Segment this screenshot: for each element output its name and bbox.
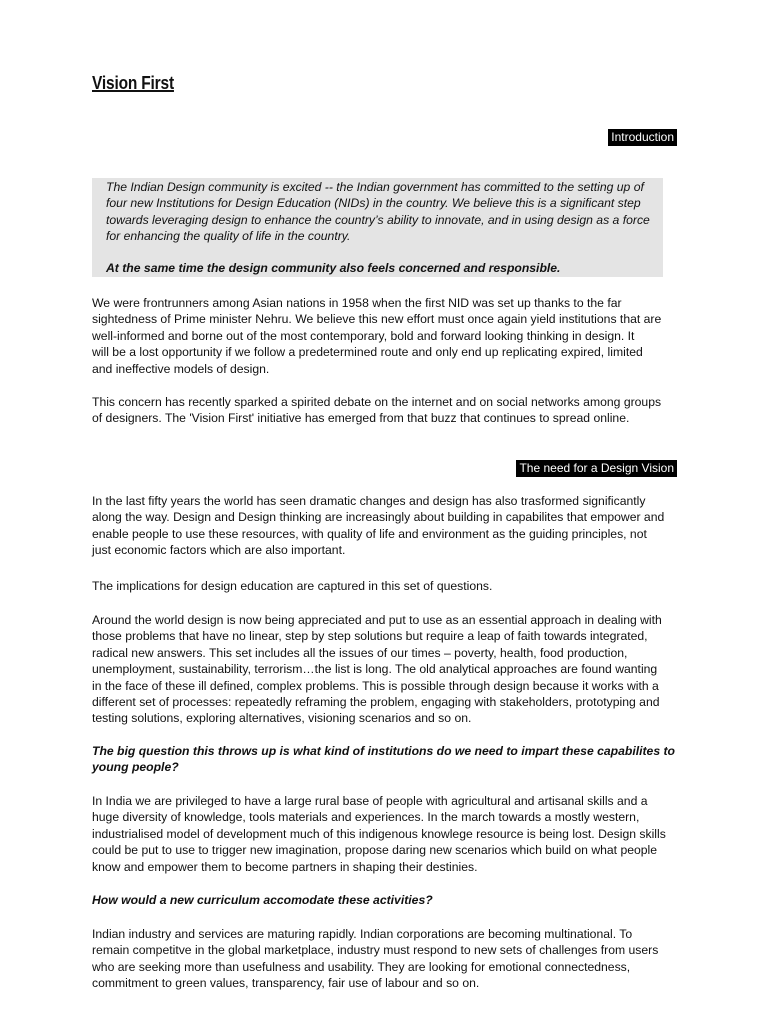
paragraph-industry (92, 926, 687, 992)
text-line: along the way. Design and Design thinking are increasingly about building in capabilites that empower and (92, 510, 665, 525)
text-line: How would a new curriculum accomodate these activities? (92, 893, 433, 907)
section-heading-introduction: Introduction (608, 129, 677, 146)
text-line: well-informed and borne out of the most contemporary, bold and forward looking thinking in design. It (92, 328, 635, 343)
text-line: Around the world design is now being appreciated and put to use as an essential approach in dealing with (92, 613, 662, 627)
text-line: huge diversity of knowledge, tools materials and experiences. In the march towards a mostly western, (92, 810, 640, 825)
text-line: different set of processes: repeatedly reframing the problem, engaging with stakeholders, prototyping and (92, 695, 660, 710)
text-line: in the face of these ill defined, complex problems. This is possible through design because it works with a (92, 678, 659, 693)
text-line: Indian industry and services are maturing rapidly. Indian corporations are becoming multinational. To (92, 927, 633, 941)
text-line: know and empower them to become partners in shaping their destinies. (92, 859, 478, 874)
text-line: commitment to green values, transparency, fair use of labour and so on. (92, 976, 480, 991)
paragraph-debate (92, 394, 687, 427)
paragraph-implications (92, 578, 687, 594)
text-line: enable people to use these resources, with quality of life and environment as the guiding principles, not (92, 526, 647, 541)
text-line: The big question this throws up is what kind of institutions do we need to impart these capabilites to (92, 744, 676, 758)
text-line: In the last fifty years the world has seen dramatic changes and design has also trasformed significantly (92, 494, 646, 508)
page-title: Vision First (92, 73, 174, 93)
intro-callout (92, 178, 663, 277)
text-line: just economic factors which are also important. (92, 543, 346, 558)
text-line: and ineffective models of design. (92, 361, 270, 376)
callout-line: The Indian Design community is excited -- the Indian government has committed to the setting up of (106, 180, 644, 194)
paragraph-history (92, 295, 687, 377)
text-line: unemployment, sustainability, terrorism…the list is long. The old analytical approaches are found wanting (92, 662, 658, 677)
text-line: young people? (92, 760, 179, 775)
text-line: who are seeking more than usefulness and usability. They are looking for emotional connectedness, (92, 959, 631, 974)
text-line: In India we are privileged to have a large rural base of people with agricultural and artisanal skills and a (92, 794, 648, 808)
callout-line: four new Institutions for Design Education (NIDs) in the country. We believe this is a significant step (106, 196, 641, 211)
text-line: This concern has recently sparked a spirited debate on the internet and on social networks among groups (92, 395, 662, 409)
callout-text (106, 179, 655, 245)
paragraph-india-rural (92, 793, 687, 875)
text-line: industrialised model of development much of this indigenous knowlege resource is being lost. Design skills (92, 826, 666, 841)
paragraph-world-design (92, 612, 687, 727)
text-line: of designers. The 'Vision First' initiative has emerged from that buzz that continues to spread online. (92, 411, 630, 426)
callout-line: towards leveraging design to enhance the country’s ability to innovate, and in using design as a force (106, 212, 650, 227)
text-line: those problems that have no linear, step by step solutions but require a leap of faith towards integrated, (92, 629, 648, 644)
text-line: sightedness of Prime minister Nehru. We believe this new effort must once again yield institutions that are (92, 312, 662, 327)
text-line: remain competitve in the global marketplace, industry must respond to new sets of challenges from users (92, 943, 659, 958)
text-line: radical new answers. This set includes all the issues of our times – poverty, health, food production, (92, 645, 628, 660)
text-line: testing solutions, exploring alternatives, visioning scenarios and so on. (92, 711, 472, 726)
section-heading-design-vision: The need for a Design Vision (516, 460, 677, 477)
text-line: will be a lost opportunity if we follow a predetermined route and only end up replicating expired, limited (92, 345, 643, 360)
question-curriculum (92, 892, 687, 908)
text-line: could be put to use to trigger new imagination, propose daring new scenarios which build on what people (92, 843, 658, 858)
text-line: We were frontrunners among Asian nations in 1958 when the first NID was set up thanks to the far (92, 296, 622, 310)
callout-emphasis: At the same time the design community also feels concerned and responsible. (106, 260, 561, 275)
text-line: The implications for design education are captured in this set of questions. (92, 579, 493, 593)
callout-line: for enhancing the quality of life in the country. (106, 229, 351, 244)
question-institutions (92, 743, 687, 776)
paragraph-changes (92, 493, 687, 559)
